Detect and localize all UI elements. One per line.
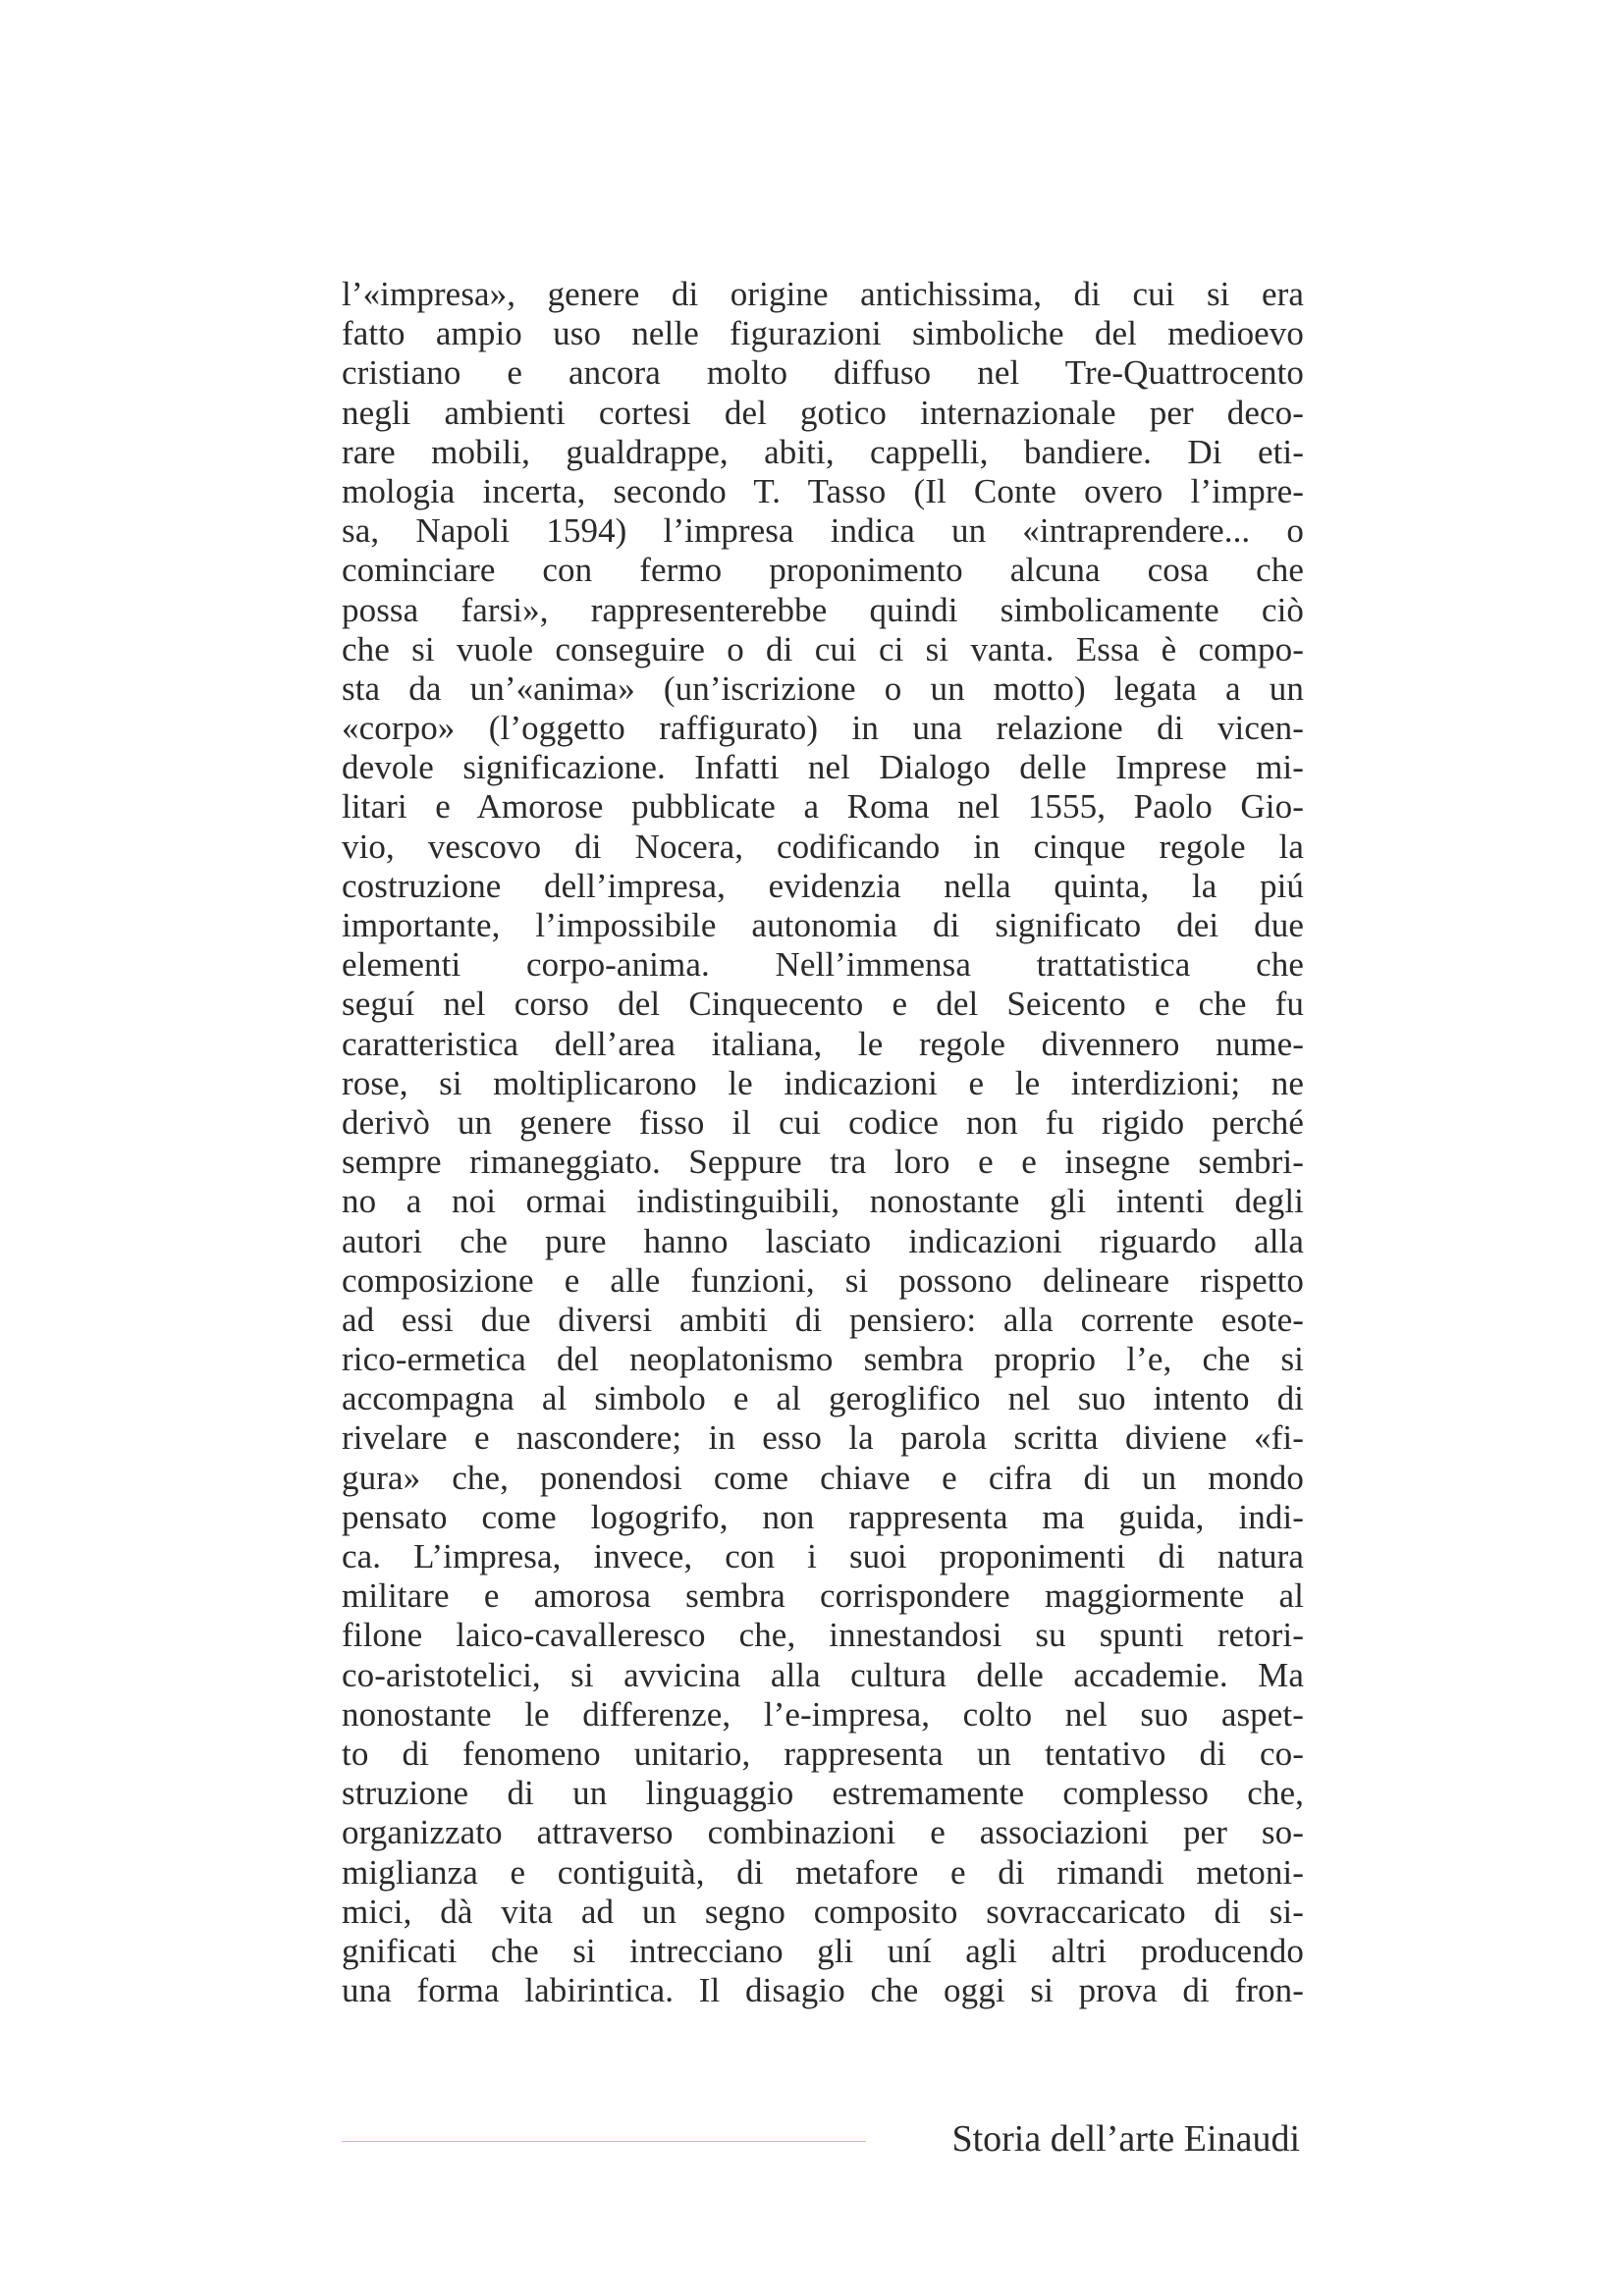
footer-rule xyxy=(342,2141,866,2142)
text-line: organizzato attraverso combinazioni e associazioni per so- xyxy=(342,1813,1304,1852)
text-line: rivelare e nascondere; in esso la parola scritta diviene «fi- xyxy=(342,1418,1304,1458)
page-footer xyxy=(342,2114,1304,2163)
text-line: militare e amorosa sembra corrispondere maggiormente al xyxy=(342,1576,1304,1616)
text-line: rare mobili, gualdrappe, abiti, cappelli, bandiere. Di eti- xyxy=(342,432,1304,471)
text-line: no a noi ormai indistinguibili, nonostante gli intenti degli xyxy=(342,1182,1304,1221)
text-line: composizione e alle funzioni, si possono delineare rispetto xyxy=(342,1260,1304,1300)
text-line: cominciare con fermo proponimento alcuna cosa che xyxy=(342,551,1304,590)
text-line: fatto ampio uso nelle figurazioni simboliche del medioevo xyxy=(342,314,1304,353)
text-line: importante, l’impossibile autonomia di significato dei due xyxy=(342,906,1304,944)
text-line: accompagna al simbolo e al geroglifico nel suo intento di xyxy=(342,1379,1304,1418)
text-line: «corpo» (l’oggetto raffigurato) in una relazione di vicen- xyxy=(342,709,1304,748)
text-line: ca. L’impresa, invece, con i suoi proponimenti di natura xyxy=(342,1537,1304,1575)
text-line: elementi corpo-anima. Nell’immensa trattatistica che xyxy=(342,945,1304,985)
footer-title: Storia dell’arte Einaudi xyxy=(951,2118,1300,2160)
text-line: to di fenomeno unitario, rappresenta un tentativo di co- xyxy=(342,1734,1304,1773)
text-line: vio, vescovo di Nocera, codificando in cinque regole la xyxy=(342,827,1304,866)
text-line: costruzione dell’impresa, evidenzia nella quinta, la piú xyxy=(342,866,1304,905)
text-line: rose, si moltiplicarono le indicazioni e le interdizioni; ne xyxy=(342,1063,1304,1102)
text-line: gura» che, ponendosi come chiave e cifra di un mondo xyxy=(342,1458,1304,1497)
text-line: miglianza e contiguità, di metafore e di rimandi metoni- xyxy=(342,1852,1304,1892)
text-line: cristiano e ancora molto diffuso nel Tre-Quattrocento xyxy=(342,353,1304,393)
text-line: litari e Amorose pubblicate a Roma nel 1555, Paolo Gio- xyxy=(342,787,1304,827)
text-line: autori che pure hanno lasciato indicazioni riguardo alla xyxy=(342,1221,1304,1260)
text-line: una forma labirintica. Il disagio che oggi si prova di fron- xyxy=(342,1971,1304,2010)
text-line: sta da un’«anima» (un’iscrizione o un motto) legata a un xyxy=(342,668,1304,708)
text-line: che si vuole conseguire o di cui ci si vanta. Essa è compo- xyxy=(342,629,1304,668)
text-line: caratteristica dell’area italiana, le regole divennero nume- xyxy=(342,1024,1304,1063)
text-line: negli ambienti cortesi del gotico internazionale per deco- xyxy=(342,393,1304,432)
text-line: rico-ermetica del neoplatonismo sembra proprio l’e, che si xyxy=(342,1340,1304,1379)
text-line: l’«impresa», genere di origine antichissima, di cui si era xyxy=(342,275,1304,313)
body-text xyxy=(342,275,1304,2010)
text-line: sa, Napoli 1594) l’impresa indica un «intraprendere... o xyxy=(342,511,1304,551)
text-line: mici, dà vita ad un segno composito sovraccaricato di si- xyxy=(342,1892,1304,1931)
text-line: filone laico-cavalleresco che, innestandosi su spunti retori- xyxy=(342,1616,1304,1655)
text-line: nonostante le differenze, l’e-impresa, colto nel suo aspet- xyxy=(342,1694,1304,1734)
text-line: devole significazione. Infatti nel Dialogo delle Imprese mi- xyxy=(342,748,1304,787)
text-line: possa farsi», rappresenterebbe quindi simbolicamente ciò xyxy=(342,590,1304,629)
text-line: mologia incerta, secondo T. Tasso (Il Conte overo l’impre- xyxy=(342,471,1304,510)
text-line: gnificati che si intrecciano gli uní agli altri producendo xyxy=(342,1931,1304,1970)
text-line: ad essi due diversi ambiti di pensiero: alla corrente esote- xyxy=(342,1300,1304,1339)
text-line: seguí nel corso del Cinquecento e del Seicento e che fu xyxy=(342,985,1304,1024)
text-line: pensato come logogrifo, non rappresenta ma guida, indi- xyxy=(342,1497,1304,1536)
text-line: struzione di un linguaggio estremamente complesso che, xyxy=(342,1774,1304,1813)
text-line: co-aristotelici, si avvicina alla cultura delle accademie. Ma xyxy=(342,1655,1304,1694)
text-line: sempre rimaneggiato. Seppure tra loro e e insegne sembri- xyxy=(342,1143,1304,1182)
text-line: derivò un genere fisso il cui codice non fu rigido perché xyxy=(342,1102,1304,1142)
